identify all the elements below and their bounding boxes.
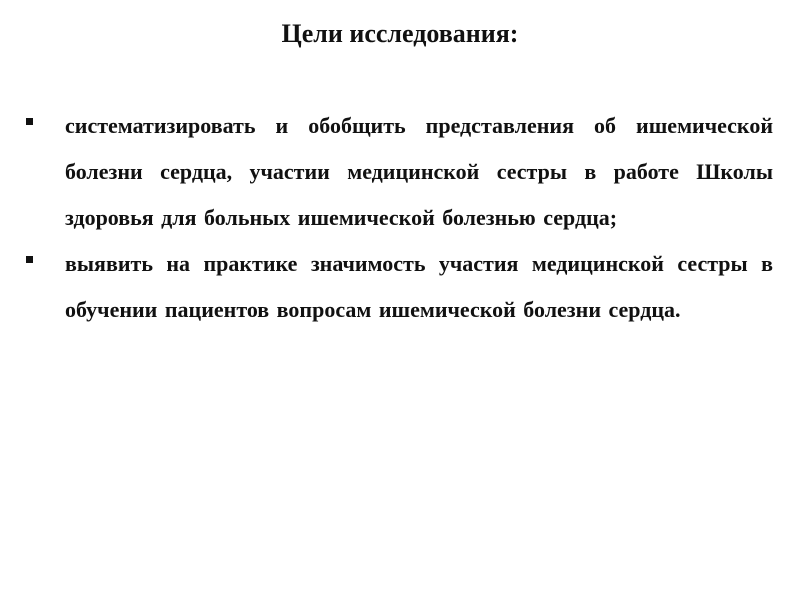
bullet-text: систематизировать и обобщить представления об ишемической болезни сердца, участии медицинской сестры в работе Школы здоровья для больных ишемической болезнью сердца; xyxy=(65,113,773,230)
square-bullet-icon xyxy=(26,256,33,263)
list-item xyxy=(0,103,800,241)
slide-title: Цели исследования: xyxy=(281,19,519,48)
square-bullet-icon xyxy=(26,118,33,125)
bullet-text: выявить на практике значимость участия медицинской сестры в обучении пациентов вопросам ишемической болезни сердца. xyxy=(65,251,773,322)
objectives-list xyxy=(0,103,800,333)
list-item xyxy=(0,241,800,333)
